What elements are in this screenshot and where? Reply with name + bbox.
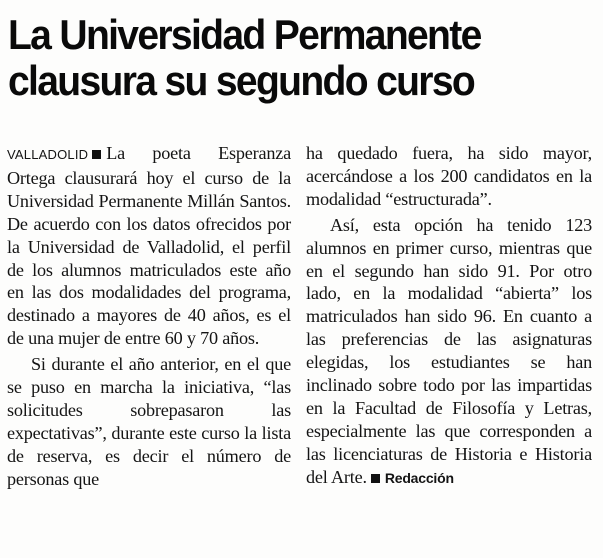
headline-line-1: La Universidad Permanente	[8, 11, 481, 58]
headline-line-2: clausura su segundo curso	[8, 57, 475, 104]
right-paragraph-2	[306, 214, 592, 490]
headline	[8, 12, 557, 104]
square-bullet-icon	[92, 150, 101, 159]
right-paragraph-1: ha quedado fuera, ha sido mayor, acercándose a los 200 candidatos en la modalidad “estructurada”.	[306, 143, 592, 209]
right-column	[306, 142, 592, 490]
lead-paragraph-text: La poeta Esperanza Ortega clausurará hoy el curso de la Universidad Permanente Millán Santos. De acuerdo con los datos ofrecidos por la Universidad de Valladolid, el perfil de los alumnos matriculados este año en las dos modalidades del programa, destinado a mayores de 40 años, es el de una mujer de entre 60 y 70 años.	[7, 143, 291, 349]
lead-paragraph	[7, 142, 291, 350]
left-paragraph-2: Si durante el año anterior, en el que se puso en marcha la iniciativa, “las solicitudes sobrepasaron las expectativas”, durante este curso la lista de reserva, es decir el número de personas que	[7, 354, 291, 489]
square-bullet-icon	[371, 474, 380, 483]
byline: Redacción	[384, 469, 454, 486]
dateline: VALLADOLID	[7, 147, 89, 162]
left-column	[7, 142, 291, 491]
right-paragraph-2-text: Así, esta opción ha tenido 123 alumnos en primer curso, mientras que en el segundo han sido 91. Por otro lado, en la modalidad “abierta” los matriculados han sido 96. En cuanto a las preferencias de las asignaturas elegidas, los estudiantes se han inclinado sobre todo por las impartidas en la Facultad de Filosofía y Letras, especialmente las que corresponden a las licenciaturas de Historia e Historia del Arte.	[306, 214, 592, 487]
